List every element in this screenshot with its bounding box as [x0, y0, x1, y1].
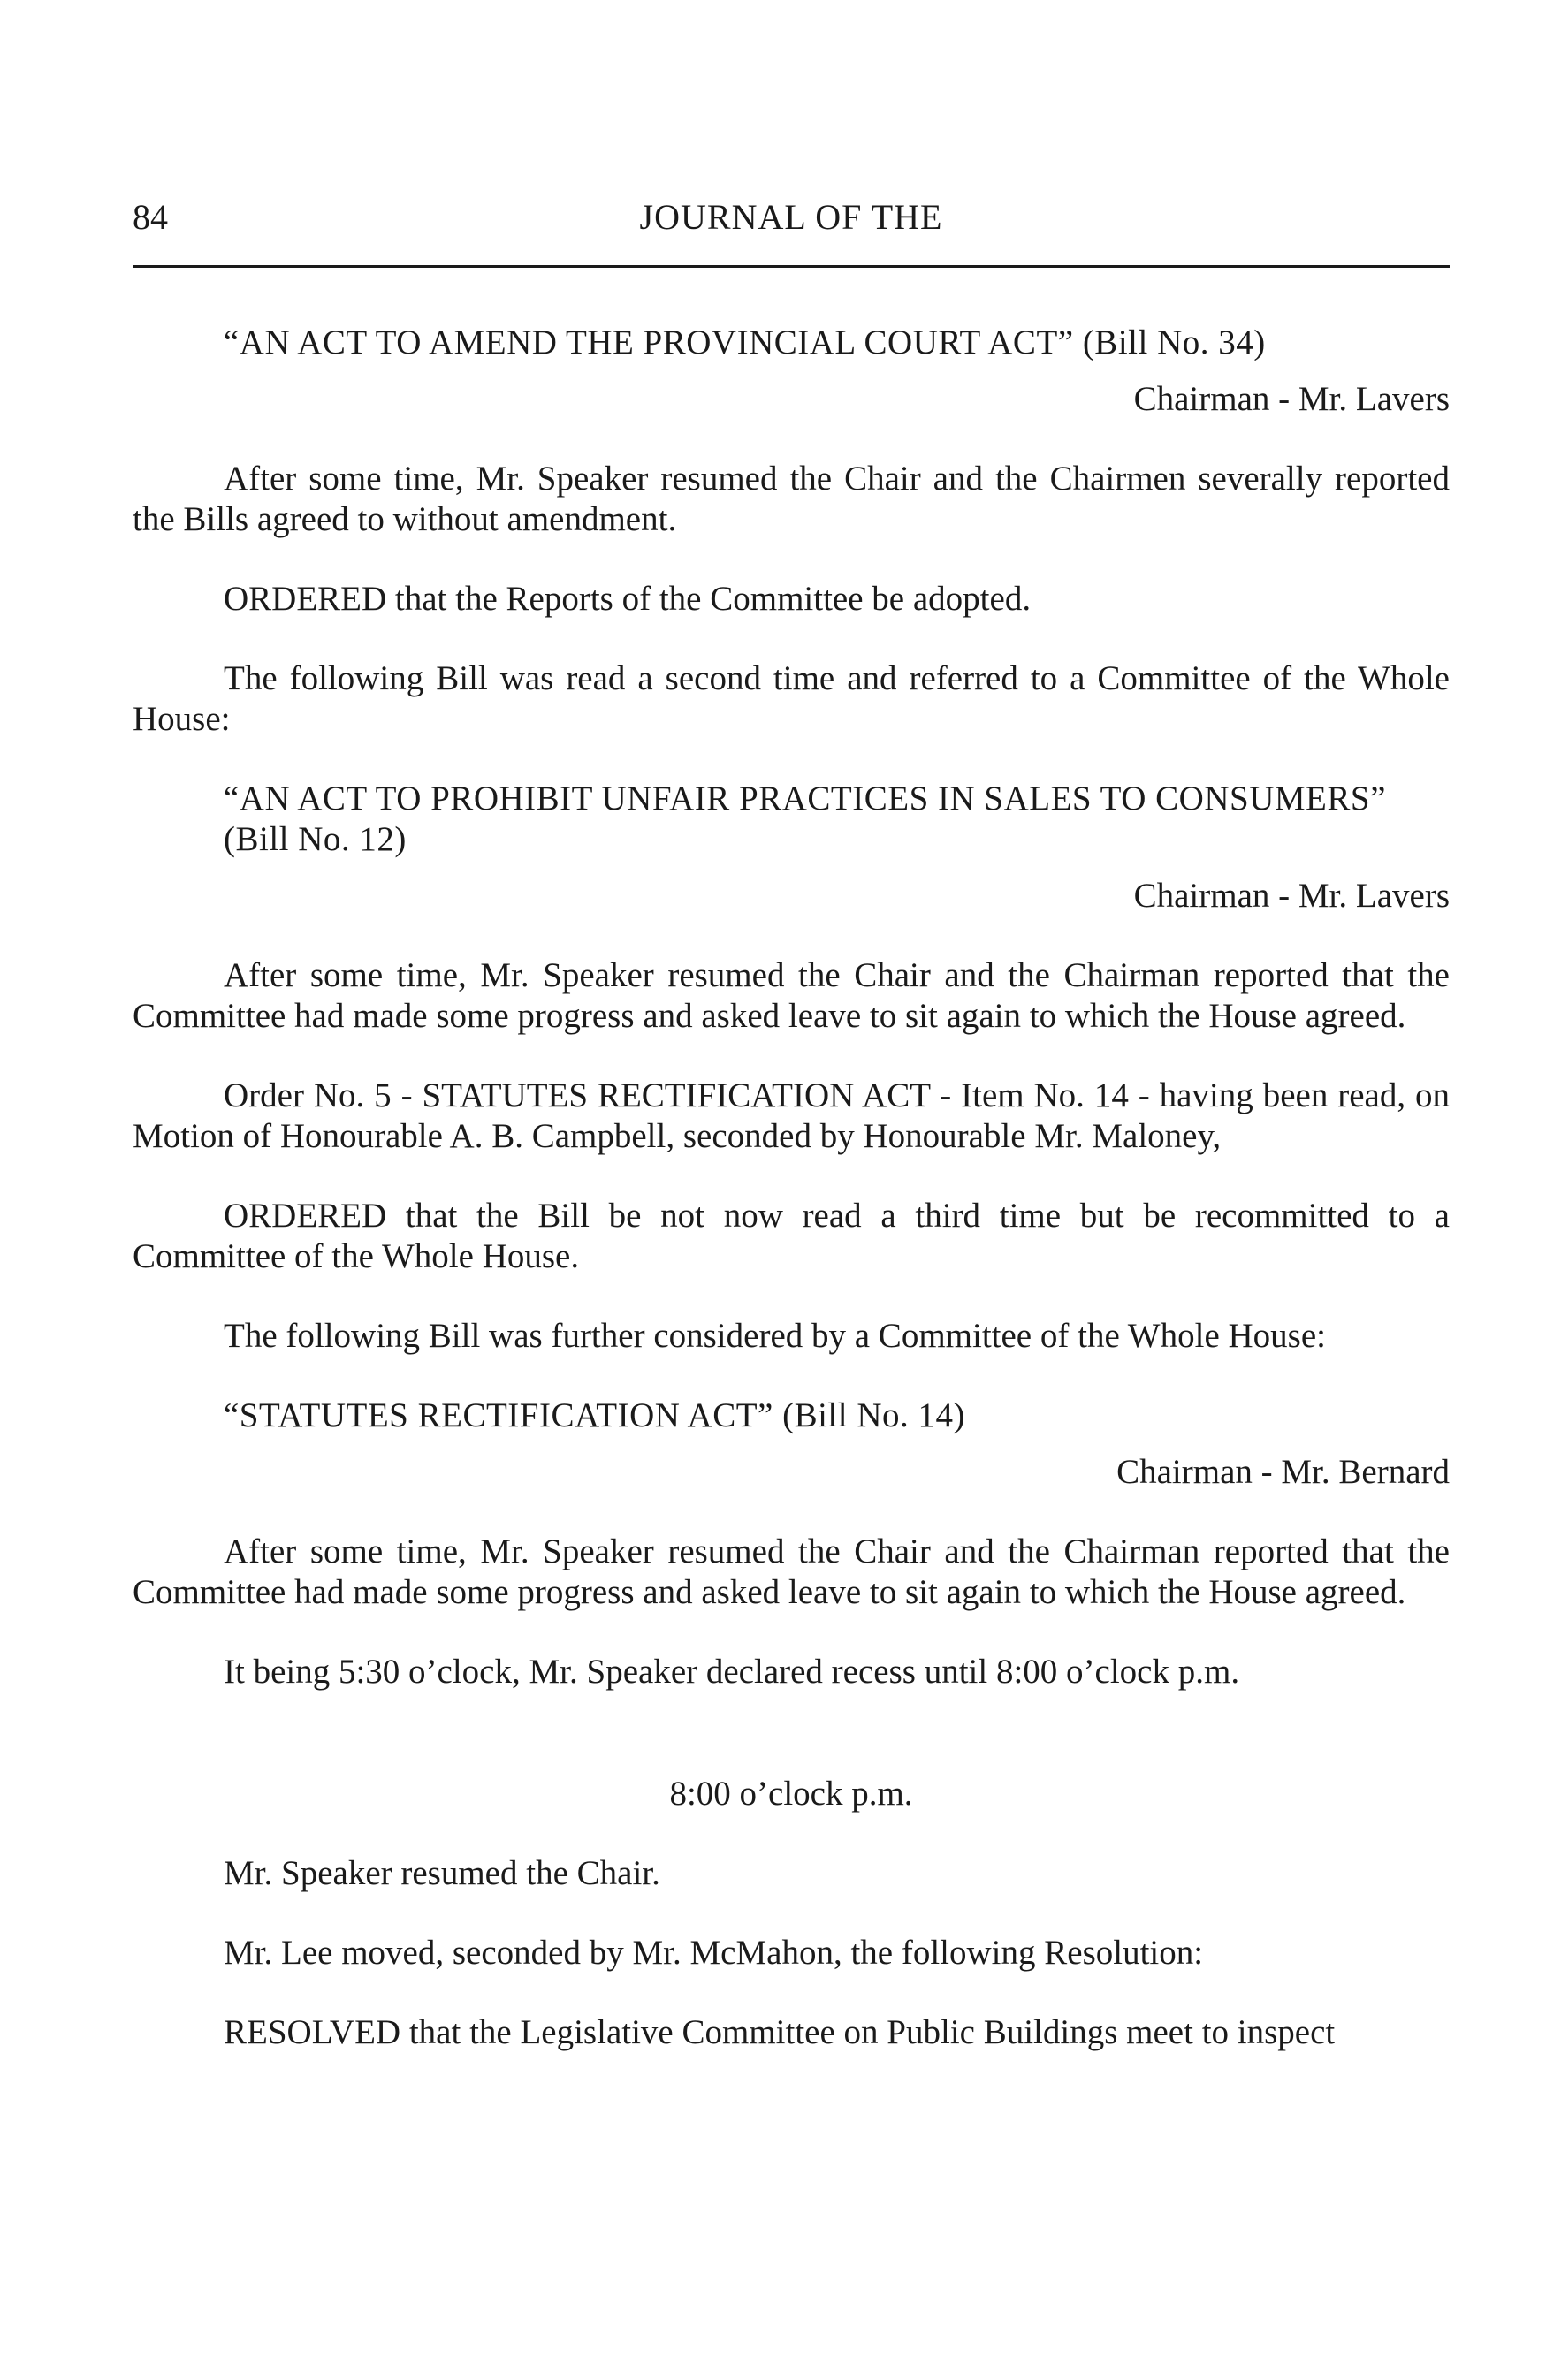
page-number: 84	[133, 197, 168, 237]
journal-paragraph: RESOLVED that the Legislative Committee on Public Buildings meet to inspect	[224, 2013, 1336, 2052]
header-rule	[133, 265, 1450, 268]
bill-title: “AN ACT TO AMEND THE PROVINCIAL COURT ACT” (Bill No. 34)	[224, 323, 1266, 361]
time-heading: 8:00 o’clock p.m.	[669, 1775, 913, 1814]
journal-paragraph: It being 5:30 o’clock, Mr. Speaker declared recess until 8:00 o’clock p.m.	[224, 1653, 1240, 1692]
bill-title: “AN ACT TO PROHIBIT UNFAIR PRACTICES IN SALES TO CONSUMERS” (Bill No. 12)	[224, 779, 1386, 859]
journal-paragraph: Order No. 5 - STATUTES RECTIFICATION ACT - Item No. 14 - having been read, on Motion of Honourable A. B. Campbell, seconded by Honourable Mr. Maloney,	[133, 1076, 1450, 1156]
journal-paragraph: After some time, Mr. Speaker resumed the Chair and the Chairman reported that the Committee had made some progress and asked leave to sit again to which the House agreed.	[133, 956, 1450, 1036]
page-header	[133, 196, 1450, 249]
running-title: JOURNAL OF THE	[639, 197, 943, 237]
journal-paragraph: The following Bill was read a second time and referred to a Committee of the Whole House:	[133, 659, 1450, 739]
journal-paragraph: After some time, Mr. Speaker resumed the Chair and the Chairman reported that the Committee had made some progress and asked leave to sit again to which the House agreed.	[133, 1532, 1450, 1612]
journal-paragraph: The following Bill was further considered by a Committee of the Whole House:	[224, 1317, 1326, 1356]
journal-paragraph: Mr. Speaker resumed the Chair.	[224, 1854, 660, 1893]
bill-title: “STATUTES RECTIFICATION ACT” (Bill No. 14)	[224, 1396, 966, 1435]
journal-paragraph: ORDERED that the Reports of the Committee be adopted.	[224, 580, 1032, 619]
journal-paragraph: Mr. Lee moved, seconded by Mr. McMahon, the following Resolution:	[224, 1934, 1204, 1973]
chairman-line: Chairman - Mr. Lavers	[1133, 877, 1450, 916]
journal-body	[133, 323, 1450, 2053]
chairman-line: Chairman - Mr. Lavers	[1133, 380, 1450, 419]
journal-paragraph: ORDERED that the Bill be not now read a third time but be recommitted to a Committee of the Whole House.	[133, 1197, 1450, 1276]
journal-paragraph: After some time, Mr. Speaker resumed the Chair and the Chairmen severally reported the Bills agreed to without amendment.	[133, 460, 1450, 539]
chairman-line: Chairman - Mr. Bernard	[1116, 1453, 1450, 1492]
